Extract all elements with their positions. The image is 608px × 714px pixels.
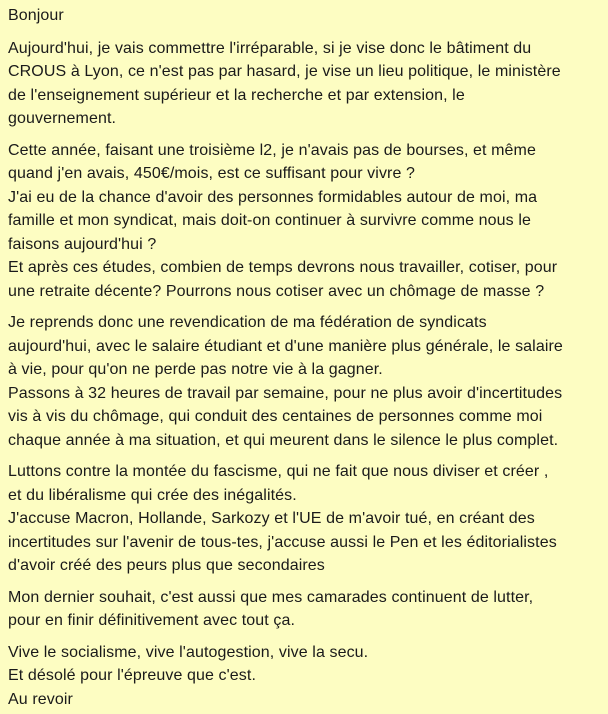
text-line: famille et mon syndicat, mais doit-on continuer à survivre comme nous le bbox=[8, 212, 531, 229]
text-line: Et désolé pour l'épreuve que c'est. bbox=[8, 667, 256, 684]
text-line: faisons aujourd'hui ? bbox=[8, 235, 157, 253]
text-line: Aujourd'hui, je vais commettre l'irréparable, si je vise donc le bâtiment du bbox=[8, 39, 532, 57]
text-line: Je reprends donc une revendication de ma fédération de syndicats bbox=[8, 314, 487, 331]
paragraph-3 bbox=[8, 311, 600, 452]
text-line: Passons à 32 heures de travail par semaine, pour ne plus avoir d'incertitudes bbox=[8, 384, 563, 402]
text-line: Luttons contre la montée du fascisme, qui ne fait que nous diviser et créer , bbox=[8, 463, 549, 480]
text-line: une retraite décente? Pourrons nous cotiser avec un chômage de masse ? bbox=[8, 282, 545, 300]
paragraph-4 bbox=[8, 460, 600, 578]
text-line: CROUS à Lyon, ce n'est pas par hasard, je vise un lieu politique, le ministère bbox=[8, 63, 561, 80]
text-line: chaque année à ma situation, et qui meurent dans le silence le plus complet. bbox=[8, 431, 559, 449]
text-line: d'avoir créé des peurs plus que secondaires bbox=[8, 557, 325, 574]
text-line: et du libéralisme qui crée des inégalités. bbox=[8, 486, 297, 504]
text-line: J'ai eu de la chance d'avoir des personnes formidables autour de moi, ma bbox=[8, 188, 538, 206]
text-line: incertitudes sur l'avenir de tous-tes, j'accuse aussi le Pen et les éditorialistes bbox=[8, 533, 557, 551]
text-line: Mon dernier souhait, c'est aussi que mes camarades continuent de lutter, bbox=[8, 588, 534, 606]
text-line: de l'enseignement supérieur et la recherche et par extension, le bbox=[8, 86, 465, 104]
text-line: J'accuse Macron, Hollande, Sarkozy et l'UE de m'avoir tué, en créant des bbox=[8, 510, 535, 527]
text-line: aujourd'hui, avec le salaire étudiant et d'une manière plus générale, le salaire bbox=[8, 337, 563, 355]
greeting-line: Bonjour bbox=[8, 7, 64, 24]
paragraph-2 bbox=[8, 139, 600, 304]
paragraph-5 bbox=[8, 586, 600, 633]
text-line: à vie, pour qu'on ne perde pas notre vie à la gagner. bbox=[8, 361, 383, 378]
text-line: Cette année, faisant une troisième l2, je n'avais pas de bourses, et même bbox=[8, 141, 536, 159]
paragraph-6 bbox=[8, 641, 600, 712]
closing-line: Au revoir bbox=[8, 690, 73, 708]
paragraph-1 bbox=[8, 37, 600, 131]
greeting bbox=[8, 4, 600, 28]
text-line: Vive le socialisme, vive l'autogestion, vive la secu. bbox=[8, 643, 369, 661]
text-line: Et après ces études, combien de temps devrons nous travailler, cotiser, pour bbox=[8, 259, 558, 276]
text-line: vis à vis du chômage, qui conduit des centaines de personnes comme moi bbox=[8, 408, 543, 425]
text-line: pour en finir définitivement avec tout ça. bbox=[8, 612, 296, 629]
text-line: quand j'en avais, 450€/mois, est ce suffisant pour vivre ? bbox=[8, 165, 416, 182]
text-line: gouvernement. bbox=[8, 110, 117, 127]
